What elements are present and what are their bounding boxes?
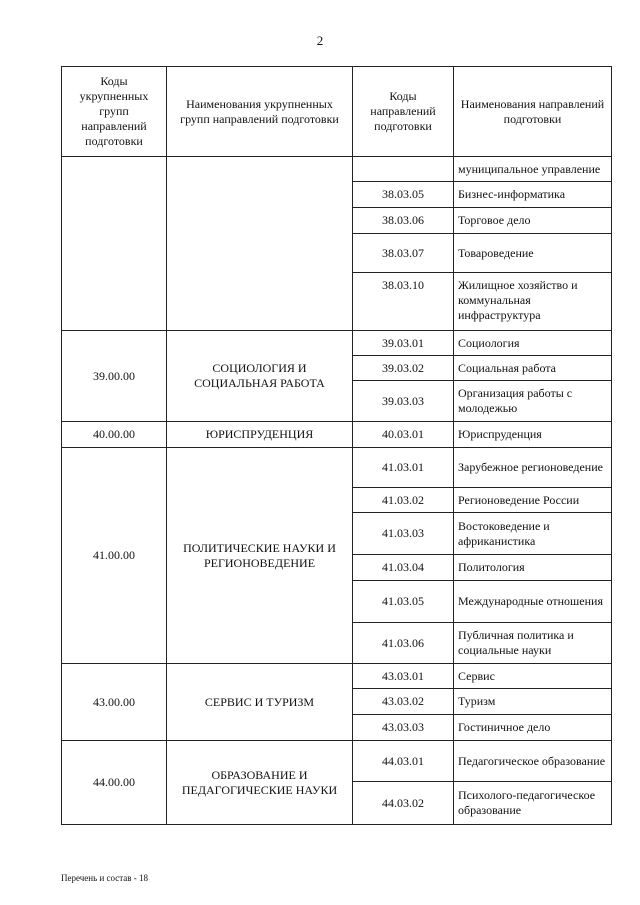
page-number: 2 [316, 33, 324, 48]
table-row [62, 157, 612, 182]
direction-code: 39.03.03 [353, 381, 454, 422]
table-row [62, 422, 612, 448]
direction-code: 43.03.02 [353, 689, 454, 715]
group-code: 43.00.00 [62, 664, 167, 741]
group-code: 40.00.00 [62, 422, 167, 448]
direction-code: 44.03.01 [353, 741, 454, 782]
group-name: СОЦИОЛОГИЯ И СОЦИАЛЬНАЯ РАБОТА [167, 331, 353, 422]
direction-name: Психолого-педагогическое образование [454, 782, 612, 825]
direction-name: Туризм [454, 689, 612, 715]
direction-name: муниципальное управление [454, 157, 612, 182]
direction-code: 43.03.01 [353, 664, 454, 689]
direction-code [353, 157, 454, 182]
direction-code: 38.03.05 [353, 182, 454, 208]
direction-name: Регионоведение России [454, 488, 612, 513]
table-row [62, 331, 612, 356]
header-group-code: Коды укрупненных групп направлений подготовки [62, 67, 167, 157]
header-group-name: Наименования укрупненных групп направлений подготовки [167, 67, 353, 157]
direction-name: Товароведение [454, 234, 612, 273]
direction-name: Бизнес-информатика [454, 182, 612, 208]
direction-name: Публичная политика и социальные науки [454, 623, 612, 664]
direction-name: Социология [454, 331, 612, 356]
header-direction-code: Коды направлений подготовки [353, 67, 454, 157]
direction-code: 41.03.06 [353, 623, 454, 664]
group-code-cell [62, 157, 167, 331]
direction-name: Торговое дело [454, 208, 612, 234]
direction-name: Гостиничное дело [454, 715, 612, 741]
group-code: 44.00.00 [62, 741, 167, 825]
direction-name: Организация работы с молодежью [454, 381, 612, 422]
direction-code: 41.03.04 [353, 555, 454, 581]
direction-code: 39.03.01 [353, 331, 454, 356]
table-row [62, 448, 612, 488]
group-name: ПОЛИТИЧЕСКИЕ НАУКИ И РЕГИОНОВЕДЕНИЕ [167, 448, 353, 664]
direction-name: Сервис [454, 664, 612, 689]
directions-table [61, 66, 612, 825]
direction-name: Педагогическое образование [454, 741, 612, 782]
table-row [62, 741, 612, 782]
direction-code: 38.03.10 [353, 273, 454, 331]
direction-code: 41.03.02 [353, 488, 454, 513]
direction-code: 44.03.02 [353, 782, 454, 825]
direction-code: 39.03.02 [353, 356, 454, 381]
direction-code: 40.03.01 [353, 422, 454, 448]
direction-name: Политология [454, 555, 612, 581]
group-name: ОБРАЗОВАНИЕ И ПЕДАГОГИЧЕСКИЕ НАУКИ [167, 741, 353, 825]
direction-name: Юриспруденция [454, 422, 612, 448]
group-code: 39.00.00 [62, 331, 167, 422]
direction-name: Жилищное хозяйство и коммунальная инфраструктура [454, 273, 612, 331]
direction-name: Зарубежное регионоведение [454, 448, 612, 488]
group-name-cell [167, 157, 353, 331]
page-footer: Перечень и состав - 18 [61, 873, 149, 883]
group-code: 41.00.00 [62, 448, 167, 664]
direction-code: 41.03.01 [353, 448, 454, 488]
direction-code: 38.03.07 [353, 234, 454, 273]
group-name: СЕРВИС И ТУРИЗМ [167, 664, 353, 741]
direction-name: Социальная работа [454, 356, 612, 381]
direction-code: 43.03.03 [353, 715, 454, 741]
direction-name: Востоковедение и африканистика [454, 513, 612, 555]
direction-code: 41.03.03 [353, 513, 454, 555]
direction-code: 41.03.05 [353, 581, 454, 623]
direction-code: 38.03.06 [353, 208, 454, 234]
group-name: ЮРИСПРУДЕНЦИЯ [167, 422, 353, 448]
table-row [62, 664, 612, 689]
table-header-row [62, 67, 612, 157]
direction-name: Международные отношения [454, 581, 612, 623]
header-direction-name: Наименования направлений подготовки [454, 67, 612, 157]
